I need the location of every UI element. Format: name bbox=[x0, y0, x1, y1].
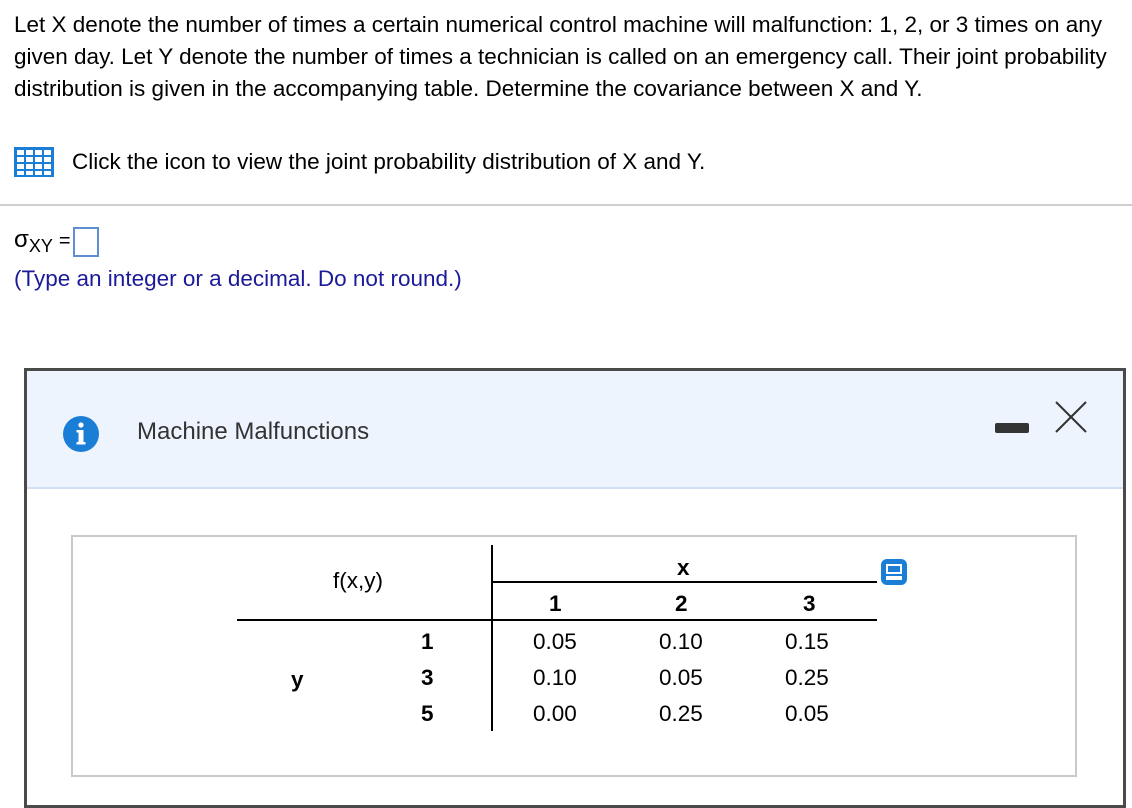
x-variable-label: x bbox=[677, 555, 690, 580]
view-table-link[interactable] bbox=[14, 146, 705, 178]
x-value-1: 1 bbox=[549, 591, 562, 616]
equals-sign: = bbox=[58, 230, 71, 252]
answer-hint: (Type an integer or a decimal. Do not round.) bbox=[14, 266, 462, 291]
table-cell: 0.10 bbox=[533, 665, 577, 690]
table-cell: 0.05 bbox=[785, 701, 829, 726]
table-cell: 0.05 bbox=[659, 665, 703, 690]
y-value-1: 1 bbox=[421, 629, 434, 654]
table-cell: 0.05 bbox=[533, 629, 577, 654]
table-vertical-rule bbox=[491, 545, 493, 731]
table-grid-icon[interactable] bbox=[14, 147, 54, 177]
table-cell: 0.15 bbox=[785, 629, 829, 654]
table-x-header-rule bbox=[491, 581, 877, 583]
table-header-rule bbox=[237, 619, 877, 621]
dialog-header bbox=[27, 371, 1123, 489]
minimize-icon[interactable] bbox=[995, 423, 1029, 433]
info-icon bbox=[63, 416, 99, 452]
table-cell: 0.25 bbox=[785, 665, 829, 690]
y-variable-label: y bbox=[291, 667, 304, 692]
x-value-3: 3 bbox=[803, 591, 816, 616]
dialog-title: Machine Malfunctions bbox=[137, 418, 370, 445]
view-table-text[interactable]: Click the icon to view the joint probability distribution of X and Y. bbox=[72, 149, 706, 174]
distribution-table bbox=[71, 535, 1077, 777]
table-cell: 0.00 bbox=[533, 701, 577, 726]
question-text: Let X denote the number of times a certain numerical control machine will malfunction: 1, 2, or 3 times on any given day. Let Y denote the number of times a technician is called on an emergency call. Their joint probability distribution is given in the accompanying table. Determine the covariance between X and Y. bbox=[14, 12, 1107, 101]
table-cell: 0.10 bbox=[659, 629, 703, 654]
distribution-dialog bbox=[24, 368, 1126, 808]
section-divider bbox=[0, 204, 1132, 206]
close-icon[interactable] bbox=[1053, 399, 1089, 435]
answer-input[interactable] bbox=[73, 227, 99, 257]
corner-label: f(x,y) bbox=[333, 568, 383, 593]
y-value-5: 5 bbox=[421, 701, 434, 726]
x-value-2: 2 bbox=[675, 591, 688, 616]
table-cell: 0.25 bbox=[659, 701, 703, 726]
answer-row bbox=[14, 226, 99, 257]
y-value-3: 3 bbox=[421, 665, 434, 690]
sigma-label: $\sigma_{XY}$ bbox=[14, 226, 53, 256]
copy-table-icon[interactable] bbox=[879, 557, 909, 587]
